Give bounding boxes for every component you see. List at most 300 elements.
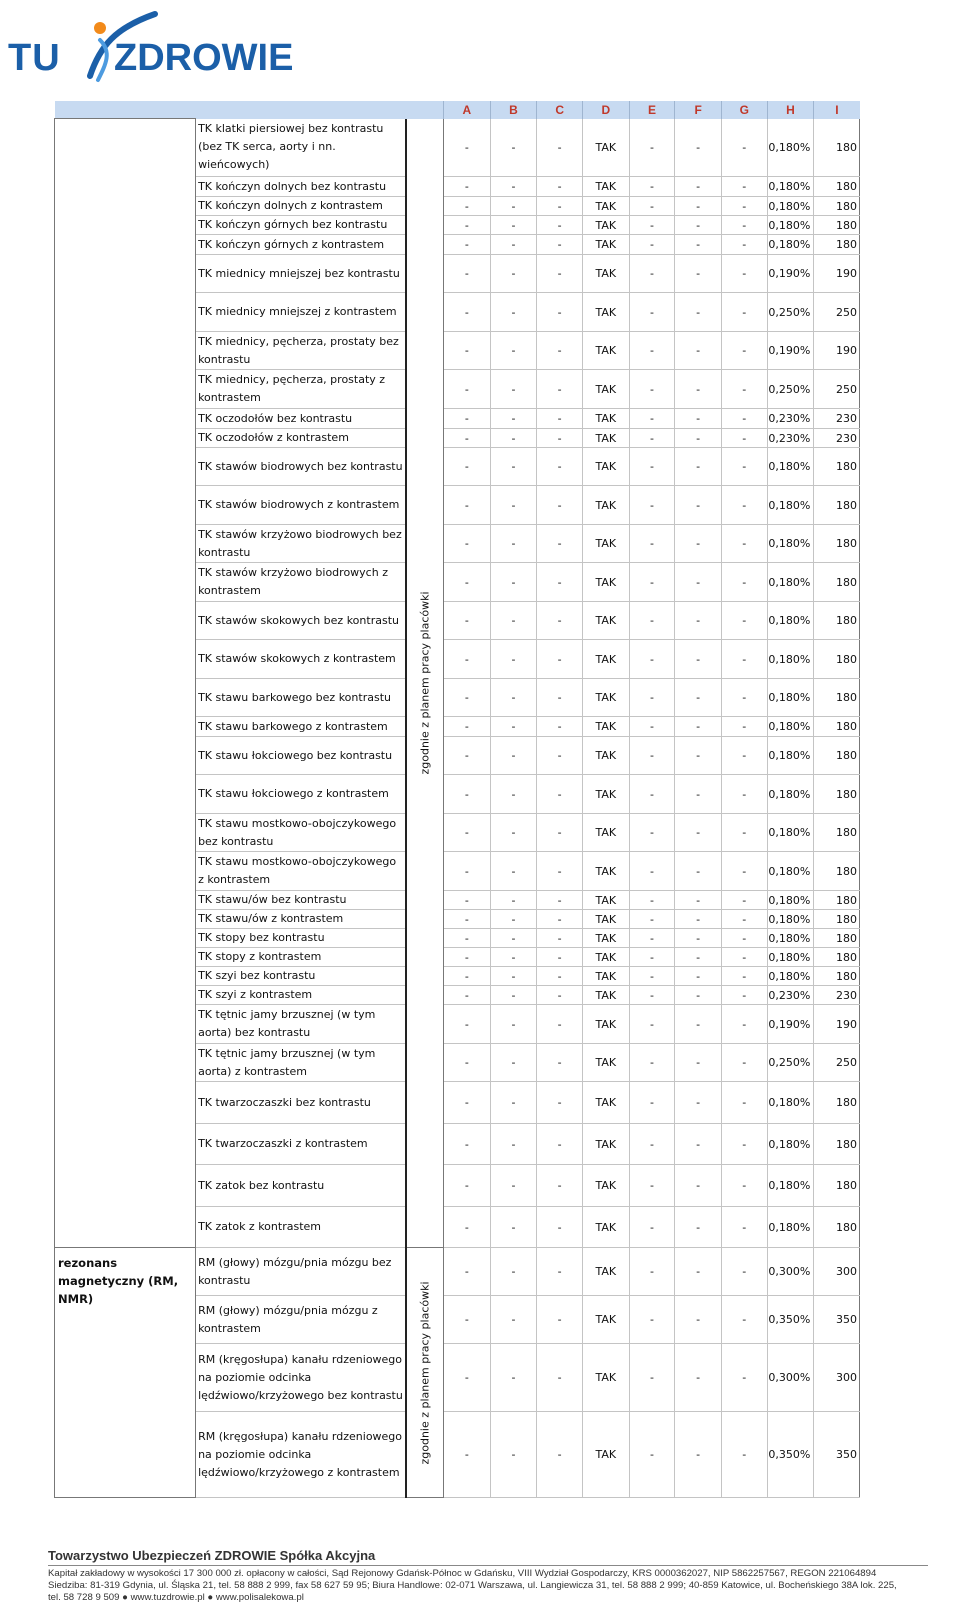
- service-name: TK miednicy mniejszej bez kontrastu: [196, 255, 407, 293]
- cell-b: -: [490, 1344, 537, 1412]
- footer-line: Siedziba: 81-319 Gdynia, ul. Śląska 21, tel. 58 888 2 999, fax 58 627 59 95; Biura Handlowe: 02-071 Warszawa, ul. Langiewicza 31, tel. 58 888 2 999; 40-859 Katowice, ul. Bocheńskiego 38A lok. 225,: [48, 1580, 897, 1591]
- cell-b: -: [490, 602, 537, 640]
- cell-c: -: [537, 119, 583, 177]
- cell-b: -: [490, 852, 537, 891]
- cell-f: -: [675, 852, 722, 891]
- cell-a: -: [444, 737, 491, 775]
- footer-company-name: Towarzystwo Ubezpieczeń ZDROWIE Spółka Akcyjna: [48, 1548, 376, 1563]
- cell-g: -: [721, 717, 767, 737]
- cell-e: -: [629, 563, 675, 602]
- cell-f: -: [675, 563, 722, 602]
- cell-c: -: [537, 1296, 583, 1344]
- cell-g: -: [721, 235, 767, 255]
- cell-h: 0,250%: [767, 370, 814, 409]
- service-name: TK stawów krzyżowo biodrowych bez kontrastu: [196, 525, 407, 563]
- cell-a: -: [444, 486, 491, 525]
- cell-f: -: [675, 216, 722, 235]
- cell-a: -: [444, 409, 491, 429]
- cell-b: -: [490, 1207, 537, 1248]
- cell-g: -: [721, 119, 767, 177]
- cell-h: 0,180%: [767, 948, 814, 967]
- cell-g: -: [721, 409, 767, 429]
- cell-g: -: [721, 602, 767, 640]
- cell-b: -: [490, 235, 537, 255]
- column-header: I: [814, 101, 860, 119]
- cell-h: 0,230%: [767, 986, 814, 1005]
- company-logo: [8, 6, 328, 84]
- cell-h: 0,250%: [767, 1044, 814, 1082]
- availability-note: zgodnie z planem pracy placówki: [418, 1280, 432, 1465]
- cell-i: 180: [814, 814, 860, 852]
- cell-i: 180: [814, 1165, 860, 1207]
- cell-g: -: [721, 370, 767, 409]
- cell-f: -: [675, 525, 722, 563]
- cell-d: TAK: [582, 525, 629, 563]
- cell-h: 0,350%: [767, 1412, 814, 1498]
- cell-f: -: [675, 1082, 722, 1124]
- header-row: [55, 101, 860, 119]
- cell-d: TAK: [582, 602, 629, 640]
- cell-c: -: [537, 910, 583, 929]
- cell-c: -: [537, 429, 583, 448]
- cell-c: -: [537, 602, 583, 640]
- cell-e: -: [629, 1412, 675, 1498]
- cell-c: -: [537, 737, 583, 775]
- cell-c: -: [537, 640, 583, 679]
- cell-i: 230: [814, 409, 860, 429]
- cell-h: 0,180%: [767, 216, 814, 235]
- cell-d: TAK: [582, 1082, 629, 1124]
- footer-divider: [48, 1565, 928, 1566]
- cell-a: -: [444, 814, 491, 852]
- cell-g: -: [721, 486, 767, 525]
- cell-h: 0,300%: [767, 1248, 814, 1296]
- cell-c: -: [537, 1005, 583, 1044]
- cell-d: TAK: [582, 679, 629, 717]
- cell-a: -: [444, 717, 491, 737]
- cell-b: -: [490, 255, 537, 293]
- column-header: G: [721, 101, 767, 119]
- cell-e: -: [629, 235, 675, 255]
- cell-a: -: [444, 332, 491, 370]
- cell-e: -: [629, 1044, 675, 1082]
- cell-h: 0,190%: [767, 332, 814, 370]
- service-name: TK stopy z kontrastem: [196, 948, 407, 967]
- cell-d: TAK: [582, 486, 629, 525]
- cell-g: -: [721, 640, 767, 679]
- cell-b: -: [490, 119, 537, 177]
- cell-e: -: [629, 737, 675, 775]
- cell-i: 190: [814, 1005, 860, 1044]
- cell-h: 0,300%: [767, 1344, 814, 1412]
- cell-h: 0,180%: [767, 119, 814, 177]
- cell-d: TAK: [582, 967, 629, 986]
- service-name: TK stawu mostkowo-obojczykowego bez kontrastu: [196, 814, 407, 852]
- cell-d: TAK: [582, 255, 629, 293]
- cell-i: 180: [814, 948, 860, 967]
- cell-i: 230: [814, 429, 860, 448]
- cell-a: -: [444, 640, 491, 679]
- cell-d: TAK: [582, 293, 629, 332]
- cell-e: -: [629, 255, 675, 293]
- cell-f: -: [675, 1044, 722, 1082]
- cell-g: -: [721, 216, 767, 235]
- cell-b: -: [490, 986, 537, 1005]
- cell-c: -: [537, 525, 583, 563]
- cell-i: 180: [814, 1124, 860, 1165]
- cell-b: -: [490, 177, 537, 197]
- service-name: TK kończyn górnych z kontrastem: [196, 235, 407, 255]
- cell-b: -: [490, 1165, 537, 1207]
- cell-d: TAK: [582, 563, 629, 602]
- cell-d: TAK: [582, 1165, 629, 1207]
- service-name: TK kończyn górnych bez kontrastu: [196, 216, 407, 235]
- cell-d: TAK: [582, 448, 629, 486]
- cell-i: 180: [814, 1207, 860, 1248]
- cell-a: -: [444, 293, 491, 332]
- cell-b: -: [490, 197, 537, 216]
- cell-e: -: [629, 679, 675, 717]
- cell-g: -: [721, 525, 767, 563]
- column-header: A: [444, 101, 491, 119]
- cell-h: 0,180%: [767, 737, 814, 775]
- cell-f: -: [675, 1124, 722, 1165]
- cell-d: TAK: [582, 814, 629, 852]
- cell-c: -: [537, 216, 583, 235]
- cell-h: 0,180%: [767, 814, 814, 852]
- cell-g: -: [721, 1124, 767, 1165]
- cell-g: -: [721, 1248, 767, 1296]
- cell-f: -: [675, 717, 722, 737]
- footer-line: Kapitał zakładowy w wysokości 17 300 000 zł. opłacony w całości, Sąd Rejonowy Gdańsk-Północ w Gdańsku, VIII Wydział Gospodarczy, KRS 0000362027, NIP 5862257567, REGON 221064894: [48, 1568, 877, 1579]
- cell-g: -: [721, 852, 767, 891]
- cell-f: -: [675, 775, 722, 814]
- service-name: TK stawów biodrowych z kontrastem: [196, 486, 407, 525]
- cell-e: -: [629, 602, 675, 640]
- cell-i: 180: [814, 775, 860, 814]
- cell-a: -: [444, 1124, 491, 1165]
- cell-h: 0,180%: [767, 910, 814, 929]
- cell-g: -: [721, 1165, 767, 1207]
- cell-c: -: [537, 814, 583, 852]
- cell-a: -: [444, 1165, 491, 1207]
- cell-a: -: [444, 852, 491, 891]
- cell-b: -: [490, 486, 537, 525]
- cell-a: -: [444, 948, 491, 967]
- cell-b: -: [490, 640, 537, 679]
- cell-d: TAK: [582, 197, 629, 216]
- service-name: TK stawu łokciowego bez kontrastu: [196, 737, 407, 775]
- cell-f: -: [675, 986, 722, 1005]
- cell-d: TAK: [582, 119, 629, 177]
- cell-c: -: [537, 332, 583, 370]
- cell-b: -: [490, 679, 537, 717]
- cell-h: 0,180%: [767, 563, 814, 602]
- cell-a: -: [444, 1082, 491, 1124]
- cell-c: -: [537, 967, 583, 986]
- cell-c: -: [537, 448, 583, 486]
- cell-i: 180: [814, 1082, 860, 1124]
- cell-i: 180: [814, 486, 860, 525]
- cell-c: -: [537, 255, 583, 293]
- cell-g: -: [721, 1207, 767, 1248]
- cell-c: -: [537, 852, 583, 891]
- cell-f: -: [675, 737, 722, 775]
- cell-c: -: [537, 1044, 583, 1082]
- cell-f: -: [675, 910, 722, 929]
- cell-e: -: [629, 197, 675, 216]
- cell-h: 0,230%: [767, 429, 814, 448]
- cell-c: -: [537, 1124, 583, 1165]
- service-name: TK szyi bez kontrastu: [196, 967, 407, 986]
- cell-g: -: [721, 197, 767, 216]
- cell-d: TAK: [582, 370, 629, 409]
- cell-e: -: [629, 370, 675, 409]
- cell-e: -: [629, 486, 675, 525]
- cell-e: -: [629, 1248, 675, 1296]
- cell-i: 180: [814, 679, 860, 717]
- cell-i: 190: [814, 255, 860, 293]
- page-footer: [48, 1548, 948, 1604]
- cell-f: -: [675, 679, 722, 717]
- cell-g: -: [721, 891, 767, 910]
- cell-a: -: [444, 1207, 491, 1248]
- cell-b: -: [490, 929, 537, 948]
- cell-g: -: [721, 177, 767, 197]
- service-name: RM (kręgosłupa) kanału rdzeniowego na poziomie odcinka lędźwiowo/krzyżowego bez kontrastu: [196, 1344, 407, 1412]
- cell-g: -: [721, 679, 767, 717]
- column-header: D: [582, 101, 629, 119]
- cell-e: -: [629, 948, 675, 967]
- service-name: TK stawów skokowych bez kontrastu: [196, 602, 407, 640]
- cell-c: -: [537, 986, 583, 1005]
- availability-note: zgodnie z planem pracy placówki: [418, 591, 432, 775]
- cell-i: 180: [814, 717, 860, 737]
- service-name: TK miednicy, pęcherza, prostaty z kontrastem: [196, 370, 407, 409]
- cell-f: -: [675, 1207, 722, 1248]
- service-name: TK tętnic jamy brzusznej (w tym aorta) z kontrastem: [196, 1044, 407, 1082]
- cell-h: 0,180%: [767, 775, 814, 814]
- cell-d: TAK: [582, 177, 629, 197]
- cell-a: -: [444, 255, 491, 293]
- cell-f: -: [675, 235, 722, 255]
- service-name: TK stawów krzyżowo biodrowych z kontrastem: [196, 563, 407, 602]
- cell-a: -: [444, 1044, 491, 1082]
- cell-b: -: [490, 293, 537, 332]
- column-header: F: [675, 101, 722, 119]
- cell-a: -: [444, 197, 491, 216]
- cell-f: -: [675, 929, 722, 948]
- cell-b: -: [490, 910, 537, 929]
- cell-b: -: [490, 1412, 537, 1498]
- cell-e: -: [629, 967, 675, 986]
- service-name: TK stawów biodrowych bez kontrastu: [196, 448, 407, 486]
- cell-d: TAK: [582, 1044, 629, 1082]
- cell-c: -: [537, 1248, 583, 1296]
- cell-b: -: [490, 448, 537, 486]
- column-header: B: [490, 101, 537, 119]
- column-header: E: [629, 101, 675, 119]
- cell-d: TAK: [582, 1005, 629, 1044]
- cell-i: 180: [814, 891, 860, 910]
- cell-i: 250: [814, 1044, 860, 1082]
- cell-c: -: [537, 929, 583, 948]
- cell-h: 0,230%: [767, 409, 814, 429]
- service-name: TK zatok bez kontrastu: [196, 1165, 407, 1207]
- cell-c: -: [537, 717, 583, 737]
- cell-c: -: [537, 293, 583, 332]
- cell-f: -: [675, 640, 722, 679]
- cell-b: -: [490, 948, 537, 967]
- cell-f: -: [675, 1165, 722, 1207]
- cell-b: -: [490, 891, 537, 910]
- cell-a: -: [444, 891, 491, 910]
- cell-b: -: [490, 563, 537, 602]
- cell-g: -: [721, 814, 767, 852]
- group-name-cell: rezonans magnetyczny (RM, NMR): [55, 1248, 196, 1498]
- cell-f: -: [675, 293, 722, 332]
- cell-i: 350: [814, 1296, 860, 1344]
- cell-a: -: [444, 775, 491, 814]
- service-name: RM (głowy) mózgu/pnia mózgu bez kontrastu: [196, 1248, 407, 1296]
- service-name: TK klatki piersiowej bez kontrastu (bez TK serca, aorty i nn. wieńcowych): [196, 119, 407, 177]
- cell-a: -: [444, 929, 491, 948]
- cell-b: -: [490, 737, 537, 775]
- cell-a: -: [444, 119, 491, 177]
- cell-h: 0,180%: [767, 448, 814, 486]
- cell-h: 0,250%: [767, 293, 814, 332]
- cell-f: -: [675, 891, 722, 910]
- cell-g: -: [721, 948, 767, 967]
- availability-note-cell: [406, 1248, 443, 1498]
- cell-h: 0,180%: [767, 486, 814, 525]
- cell-f: -: [675, 429, 722, 448]
- cell-e: -: [629, 910, 675, 929]
- cell-a: -: [444, 429, 491, 448]
- cell-i: 180: [814, 119, 860, 177]
- cell-g: -: [721, 929, 767, 948]
- cell-i: 180: [814, 640, 860, 679]
- cell-a: -: [444, 1248, 491, 1296]
- cell-g: -: [721, 332, 767, 370]
- cell-h: 0,190%: [767, 255, 814, 293]
- cell-d: TAK: [582, 929, 629, 948]
- cell-b: -: [490, 370, 537, 409]
- cell-h: 0,350%: [767, 1296, 814, 1344]
- cell-e: -: [629, 640, 675, 679]
- cell-b: -: [490, 525, 537, 563]
- cell-i: 300: [814, 1344, 860, 1412]
- cell-i: 180: [814, 602, 860, 640]
- services-table: [54, 101, 860, 1498]
- cell-a: -: [444, 370, 491, 409]
- cell-e: -: [629, 1296, 675, 1344]
- cell-e: -: [629, 1124, 675, 1165]
- cell-a: -: [444, 216, 491, 235]
- cell-i: 250: [814, 370, 860, 409]
- cell-c: -: [537, 486, 583, 525]
- service-name: TK oczodołów bez kontrastu: [196, 409, 407, 429]
- cell-f: -: [675, 370, 722, 409]
- cell-h: 0,180%: [767, 852, 814, 891]
- cell-e: -: [629, 717, 675, 737]
- logo-text-tu: TU: [8, 37, 61, 79]
- cell-f: -: [675, 177, 722, 197]
- cell-f: -: [675, 197, 722, 216]
- cell-d: TAK: [582, 910, 629, 929]
- service-name: TK stopy bez kontrastu: [196, 929, 407, 948]
- cell-b: -: [490, 775, 537, 814]
- cell-c: -: [537, 1082, 583, 1124]
- cell-h: 0,190%: [767, 1005, 814, 1044]
- cell-b: -: [490, 1044, 537, 1082]
- cell-b: -: [490, 717, 537, 737]
- cell-e: -: [629, 525, 675, 563]
- cell-g: -: [721, 737, 767, 775]
- cell-a: -: [444, 910, 491, 929]
- cell-b: -: [490, 814, 537, 852]
- cell-a: -: [444, 235, 491, 255]
- cell-e: -: [629, 1207, 675, 1248]
- service-name: TK twarzoczaszki z kontrastem: [196, 1124, 407, 1165]
- cell-i: 180: [814, 177, 860, 197]
- table-row: [55, 119, 860, 177]
- cell-i: 180: [814, 235, 860, 255]
- service-name: TK twarzoczaszki bez kontrastu: [196, 1082, 407, 1124]
- cell-h: 0,180%: [767, 1082, 814, 1124]
- cell-e: -: [629, 1005, 675, 1044]
- cell-e: -: [629, 119, 675, 177]
- cell-f: -: [675, 255, 722, 293]
- cell-i: 350: [814, 1412, 860, 1498]
- cell-h: 0,180%: [767, 602, 814, 640]
- cell-g: -: [721, 986, 767, 1005]
- cell-c: -: [537, 409, 583, 429]
- cell-c: -: [537, 563, 583, 602]
- cell-f: -: [675, 814, 722, 852]
- cell-g: -: [721, 448, 767, 486]
- cell-g: -: [721, 255, 767, 293]
- service-name: TK oczodołów z kontrastem: [196, 429, 407, 448]
- cell-g: -: [721, 967, 767, 986]
- cell-g: -: [721, 775, 767, 814]
- cell-h: 0,180%: [767, 235, 814, 255]
- cell-a: -: [444, 563, 491, 602]
- cell-c: -: [537, 948, 583, 967]
- cell-e: -: [629, 852, 675, 891]
- cell-f: -: [675, 409, 722, 429]
- footer-line: tel. 58 728 9 509 ● www.tuzdrowie.pl ● www.polisalekowa.pl: [48, 1592, 304, 1603]
- cell-f: -: [675, 602, 722, 640]
- cell-f: -: [675, 1344, 722, 1412]
- cell-d: TAK: [582, 1124, 629, 1165]
- cell-d: TAK: [582, 717, 629, 737]
- cell-h: 0,180%: [767, 929, 814, 948]
- cell-e: -: [629, 332, 675, 370]
- cell-a: -: [444, 1412, 491, 1498]
- cell-b: -: [490, 409, 537, 429]
- cell-h: 0,180%: [767, 717, 814, 737]
- cell-d: TAK: [582, 216, 629, 235]
- service-name: TK kończyn dolnych z kontrastem: [196, 197, 407, 216]
- cell-e: -: [629, 1165, 675, 1207]
- cell-c: -: [537, 1165, 583, 1207]
- cell-a: -: [444, 1344, 491, 1412]
- cell-i: 180: [814, 525, 860, 563]
- cell-e: -: [629, 986, 675, 1005]
- cell-i: 300: [814, 1248, 860, 1296]
- cell-g: -: [721, 293, 767, 332]
